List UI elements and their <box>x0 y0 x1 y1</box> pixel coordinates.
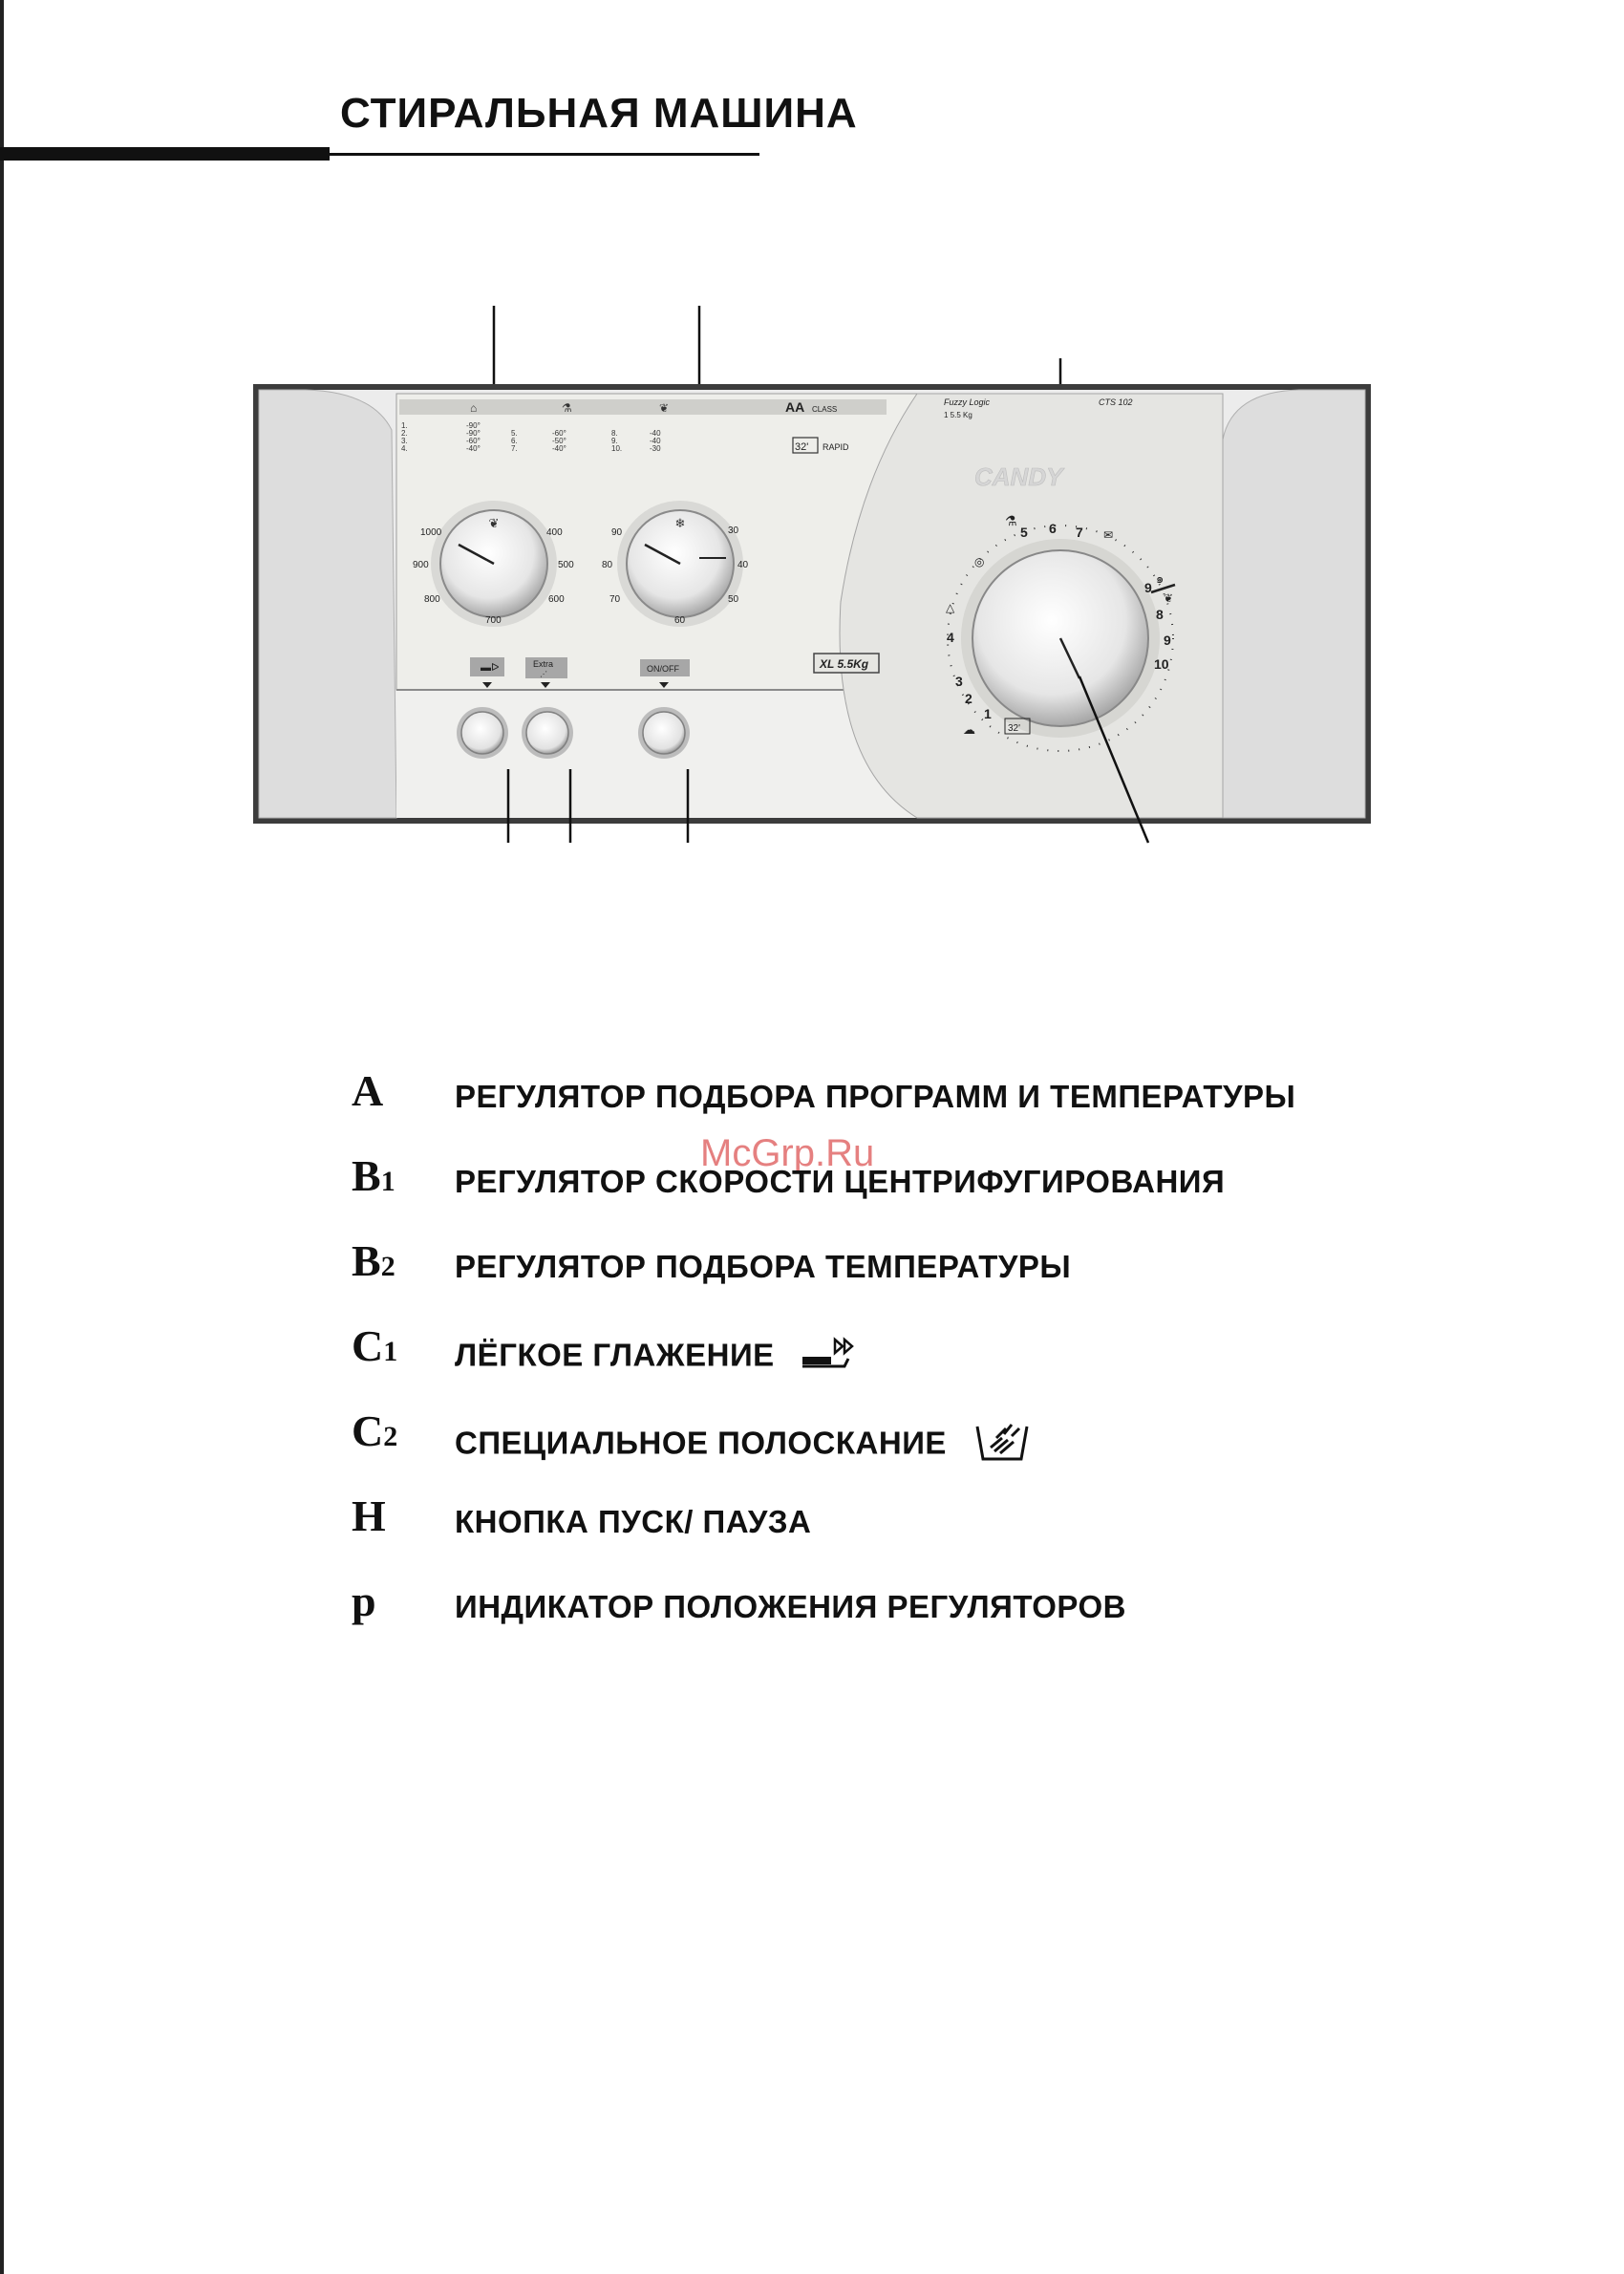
easy-iron-button[interactable] <box>461 712 503 754</box>
svg-text:-60°: -60° <box>552 429 566 438</box>
legend-text: РЕГУЛЯТОР СКОРОСТИ ЦЕНТРИФУГИРОВАНИЯ <box>455 1164 1226 1199</box>
legend-letter: H <box>352 1491 386 1540</box>
legend-item-a <box>352 1065 1498 1150</box>
svg-text:1.: 1. <box>401 421 408 430</box>
legend-item-c2 <box>352 1405 1498 1491</box>
shirt-icon: ✉ <box>1103 528 1114 542</box>
svg-text:7: 7 <box>1076 525 1083 540</box>
legend-letter: p <box>352 1577 376 1625</box>
legend-list <box>352 1065 1498 1661</box>
svg-text:-50°: -50° <box>552 437 566 445</box>
svg-text:⋰: ⋰ <box>540 670 547 678</box>
svg-text:-40: -40 <box>650 437 661 445</box>
svg-text:500: 500 <box>558 560 574 570</box>
svg-text:30: 30 <box>728 526 739 536</box>
leaf-icon: ❦ <box>1164 591 1174 605</box>
svg-text:3.: 3. <box>401 437 408 445</box>
legend-item-p <box>352 1576 1498 1661</box>
legend-text: РЕГУЛЯТОР ПОДБОРА ТЕМПЕРАТУРЫ <box>455 1249 1072 1284</box>
extra-rinse-button[interactable] <box>526 712 568 754</box>
svg-text:❦: ❦ <box>659 401 670 415</box>
title-rule-thick <box>0 147 330 161</box>
watermark: McGrp.Ru <box>700 1132 875 1174</box>
triangle-icon: △ <box>946 601 955 614</box>
svg-text:-40°: -40° <box>552 444 566 453</box>
iron-icon <box>801 1334 860 1382</box>
on-off-button[interactable] <box>643 712 685 754</box>
svg-text:1: 1 <box>984 706 992 721</box>
svg-text:4: 4 <box>947 630 954 645</box>
spin-icon: ❦ <box>488 516 500 530</box>
svg-text:60: 60 <box>674 615 686 626</box>
svg-text:7.: 7. <box>511 444 518 453</box>
svg-text:9: 9 <box>1144 580 1152 595</box>
svg-text:6: 6 <box>1049 521 1057 536</box>
legend-letter: A <box>352 1066 384 1115</box>
legend-letter: C1 <box>352 1321 398 1370</box>
legend-text: РЕГУЛЯТОР ПОДБОРА ПРОГРАММ И ТЕМПЕРАТУРЫ <box>455 1079 1296 1114</box>
iron-label-icon: ▬ᐅ <box>481 662 500 674</box>
svg-text:50: 50 <box>728 594 739 605</box>
xl-capacity-label: XL 5.5Kg <box>820 657 869 671</box>
spiral-icon: ๑ <box>1156 571 1165 586</box>
svg-text:⌂: ⌂ <box>470 401 478 415</box>
legend-item-b2 <box>352 1235 1498 1320</box>
rapid-label: RAPID <box>823 442 849 452</box>
onoff-label: ON/OFF <box>647 664 679 674</box>
svg-text:4.: 4. <box>401 444 408 453</box>
svg-text:9.: 9. <box>611 437 618 445</box>
svg-text:1000: 1000 <box>420 527 442 538</box>
svg-text:-40: -40 <box>650 429 661 438</box>
svg-text:-40°: -40° <box>466 444 481 453</box>
svg-text:90: 90 <box>611 527 623 538</box>
hand-wash-icon: ☁ <box>963 722 975 737</box>
svg-text:2.: 2. <box>401 429 408 438</box>
svg-text:600: 600 <box>548 594 565 605</box>
svg-text:2: 2 <box>965 691 972 706</box>
legend-letter: C2 <box>352 1406 398 1455</box>
legend-item-b1 <box>352 1150 1498 1235</box>
svg-text:8: 8 <box>1156 607 1164 622</box>
snowflake-icon: ❄ <box>674 516 686 530</box>
legend-item-c1 <box>352 1320 1498 1405</box>
energy-class-label: CLASS <box>812 405 838 414</box>
legend-letter: B2 <box>352 1236 395 1285</box>
svg-text:800: 800 <box>424 594 440 605</box>
legend-text-row <box>455 1419 1033 1472</box>
page-left-border <box>0 0 4 2274</box>
rapid-minutes: 32' <box>795 441 809 453</box>
model-label: CTS 102 <box>1099 397 1133 407</box>
extra-label: Extra <box>533 659 554 669</box>
svg-text:10: 10 <box>1154 656 1169 672</box>
svg-text:80: 80 <box>602 560 613 570</box>
svg-text:⚗: ⚗ <box>562 401 572 415</box>
legend-text-row <box>455 1334 860 1382</box>
svg-text:-30: -30 <box>650 444 661 453</box>
legend-item-h <box>352 1491 1498 1576</box>
svg-text:900: 900 <box>413 560 429 570</box>
flask-icon: ⚗ <box>1005 513 1017 528</box>
svg-text:10.: 10. <box>611 444 623 453</box>
control-panel-photo <box>248 287 1376 860</box>
legend-text: КНОПКА ПУСК/ ПАУЗА <box>455 1504 812 1539</box>
brand-logo: CANDY <box>974 462 1063 491</box>
svg-text:9: 9 <box>1164 633 1171 648</box>
svg-text:40: 40 <box>737 560 749 570</box>
fuzzy-logic-label: Fuzzy Logic <box>944 397 991 407</box>
svg-text:-90°: -90° <box>466 429 481 438</box>
svg-text:-90°: -90° <box>466 421 481 430</box>
svg-text:5.: 5. <box>511 429 518 438</box>
energy-class: AA <box>785 399 805 415</box>
legend-text: ИНДИКАТОР ПОЛОЖЕНИЯ РЕГУЛЯТОРОВ <box>455 1589 1126 1624</box>
drain-icon: ◎ <box>974 555 985 568</box>
svg-text:-60°: -60° <box>466 437 481 445</box>
svg-text:400: 400 <box>546 527 563 538</box>
svg-text:3: 3 <box>955 674 963 689</box>
svg-text:6.: 6. <box>511 437 518 445</box>
rinse-icon <box>973 1419 1033 1472</box>
svg-text:70: 70 <box>609 594 621 605</box>
legend-letter: B1 <box>352 1151 395 1200</box>
capacity-small-label: 1 5.5 Kg <box>944 411 972 419</box>
title-rule-thin <box>330 153 759 156</box>
page-title: СТИРАЛЬНАЯ МАШИНА <box>340 90 858 137</box>
program-dial-rapid: 32' <box>1008 723 1021 734</box>
svg-text:8.: 8. <box>611 429 618 438</box>
svg-text:700: 700 <box>485 615 502 626</box>
svg-text:5: 5 <box>1020 525 1028 540</box>
legend-text: ЛЁГКОЕ ГЛАЖЕНИЕ <box>455 1337 775 1373</box>
legend-text: СПЕЦИАЛЬНОЕ ПОЛОСКАНИЕ <box>455 1425 947 1461</box>
